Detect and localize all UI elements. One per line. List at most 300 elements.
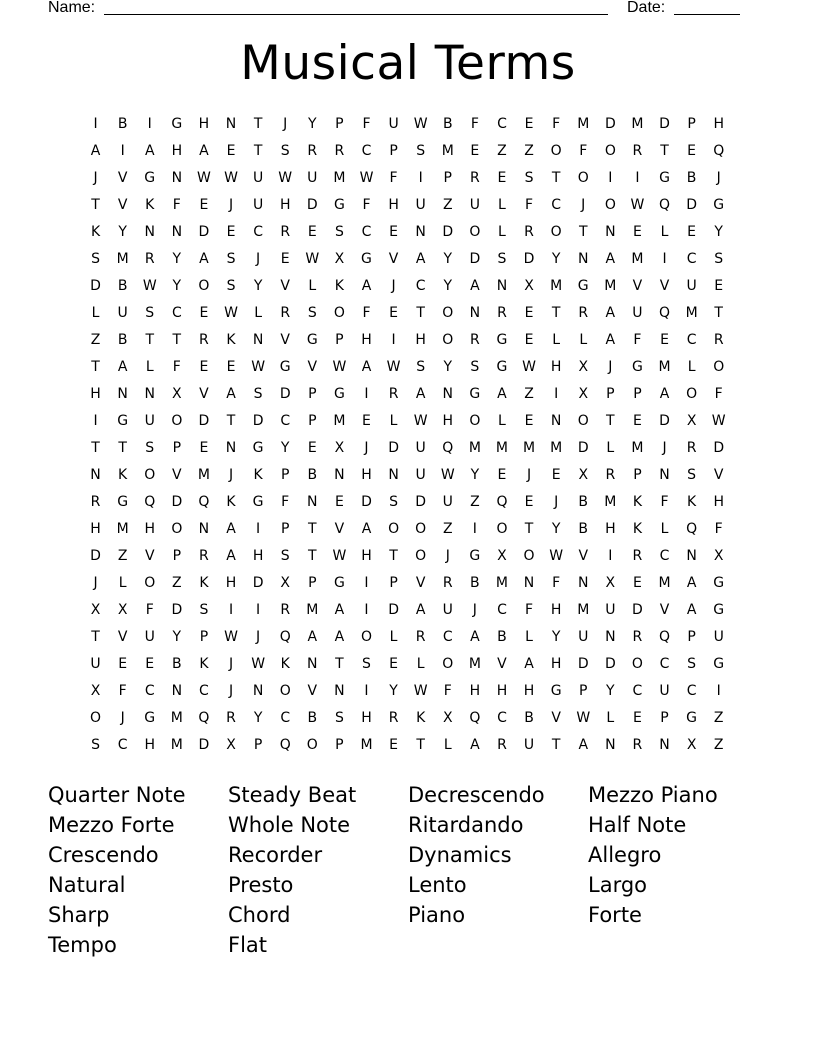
grid-letter: F [118,683,127,699]
grid-letter: Q [659,305,671,321]
grid-letter: S [389,494,399,510]
grid-letter: S [497,251,507,267]
grid-letter: Y [280,440,290,456]
grid-letter: D [686,197,697,213]
grid-letter: T [91,197,100,213]
grid-letter: Q [659,629,671,645]
grid-letter: P [172,440,182,456]
grid-letter: A [361,359,372,375]
grid-letter: P [633,467,642,483]
grid-letter: L [416,656,425,672]
grid-row [82,273,734,300]
grid-letter: C [199,683,209,699]
grid-letter: A [144,143,155,159]
grid-letter: Q [198,494,210,510]
grid-letter: P [443,170,452,186]
grid-letter: O [469,224,481,240]
grid-letter: H [550,656,562,672]
header-row [48,0,748,20]
grid-letter: O [604,197,616,213]
grid-letter: O [686,386,698,402]
grid-letter: C [497,602,507,618]
grid-letter: D [171,602,183,618]
grid-letter: D [604,116,616,132]
grid-row [82,597,734,624]
grid-letter: E [389,737,398,753]
grid-letter: M [197,467,210,483]
grid-letter: R [524,224,534,240]
grid-letter: J [228,467,234,483]
grid-letter: E [226,224,236,240]
grid-letter: M [631,251,644,267]
grid-letter: F [660,494,669,510]
grid-letter: D [523,251,535,267]
grid-letter: S [687,467,697,483]
grid-letter: O [442,305,454,321]
grid-letter: I [120,143,125,159]
grid-letter: F [172,359,181,375]
word-list-item: Natural [48,873,126,897]
word-list-item: Presto [228,873,294,897]
grid-letter: S [253,386,263,402]
grid-letter: K [90,224,101,240]
grid-letter: J [228,683,234,699]
grid-letter: W [549,548,564,564]
grid-letter: J [445,548,450,564]
grid-letter: I [608,170,613,186]
grid-letter: N [252,332,264,348]
grid-letter: N [334,683,345,699]
grid-letter: W [576,710,591,726]
grid-letter: A [199,251,209,267]
grid-letter: M [170,710,183,726]
grid-letter: K [632,494,643,510]
grid-letter: B [578,521,589,537]
word-list-item: Recorder [228,843,323,867]
grid-letter: U [605,602,616,618]
grid-letter: J [554,494,559,510]
grid-letter: P [579,683,588,699]
word-list-item: Ritardando [408,813,524,837]
grid-letter: M [116,251,129,267]
grid-letter: T [660,143,669,159]
grid-letter: Y [551,251,561,267]
grid-letter: T [253,143,263,159]
grid-letter: M [604,278,617,294]
grid-letter: G [659,170,670,186]
grid-letter: A [307,629,318,645]
grid-letter: C [280,710,291,726]
grid-letter: A [415,386,426,402]
grid-letter: G [496,332,508,348]
grid-letter: C [659,548,670,564]
grid-letter: I [228,602,234,618]
grid-letter: E [362,413,371,429]
word-list-item: Decrescendo [408,783,545,807]
grid-letter: V [307,683,318,699]
grid-letter: E [660,332,669,348]
grid-letter: U [252,170,264,186]
grid-letter: R [90,494,101,510]
grid-letter: L [660,224,669,240]
grid-letter: V [199,386,209,402]
grid-letter: G [361,251,372,267]
grid-letter: I [418,170,423,186]
grid-row [82,489,734,516]
grid-letter: E [524,494,534,510]
grid-letter: S [307,305,317,321]
grid-letter: J [256,251,261,267]
grid-letter: D [415,494,427,510]
grid-letter: O [360,629,372,645]
grid-letter: Y [389,683,398,699]
grid-letter: N [144,224,155,240]
grid-letter: D [90,278,101,294]
grid-letter: V [307,359,318,375]
grid-letter: G [631,359,643,375]
grid-letter: E [524,413,534,429]
grid-letter: T [416,737,425,753]
grid-letter: W [413,413,428,429]
grid-letter: G [686,710,698,726]
grid-letter: L [91,305,100,321]
grid-letter: S [199,602,209,618]
grid-letter: R [226,710,236,726]
grid-letter: F [281,494,290,510]
grid-letter: S [334,710,344,726]
grid-letter: A [415,602,426,618]
grid-letter: W [142,278,157,294]
grid-letter: J [716,170,721,186]
grid-letter: F [579,143,588,159]
grid-letter: R [578,305,589,321]
grid-letter: T [551,737,561,753]
grid-letter: X [578,386,589,402]
grid-letter: T [551,170,561,186]
grid-letter: D [198,224,210,240]
grid-letter: G [252,440,264,456]
grid-letter: L [579,332,588,348]
grid-letter: B [470,575,480,591]
grid-letter: S [687,656,697,672]
grid-letter: Y [172,251,182,267]
grid-letter: O [713,359,725,375]
grid-letter: F [552,116,561,132]
grid-letter: I [662,251,667,267]
grid-letter: T [91,629,100,645]
grid-letter: U [90,656,101,672]
grid-letter: Y [253,278,263,294]
grid-letter: N [605,629,616,645]
grid-letter: X [117,602,128,618]
grid-letter: S [470,359,480,375]
word-list-item: Tempo [48,933,117,957]
grid-letter: H [144,521,155,537]
grid-letter: I [364,602,369,618]
grid-letter: R [497,305,507,321]
grid-letter: C [361,143,372,159]
grid-letter: F [145,602,154,618]
grid-letter: M [604,494,617,510]
grid-letter: E [524,305,534,321]
grid-letter: R [280,602,291,618]
grid-letter: O [631,656,643,672]
grid-letter: R [469,332,480,348]
grid-letter: V [117,197,128,213]
grid-letter: S [280,143,290,159]
grid-letter: E [470,143,480,159]
grid-letter: H [713,494,724,510]
grid-letter: W [630,197,645,213]
grid-letter: R [632,629,643,645]
grid-letter: A [226,521,236,537]
grid-letter: C [686,683,697,699]
grid-letter: X [605,575,616,591]
grid-letter: C [117,737,128,753]
grid-letter: O [469,413,481,429]
grid-letter: P [633,386,642,402]
grid-letter: I [391,332,396,348]
grid-letter: V [659,602,670,618]
grid-letter: A [470,737,480,753]
grid-letter: G [333,386,345,402]
grid-letter: E [118,656,128,672]
grid-letter: K [118,467,128,483]
grid-letter: E [524,332,534,348]
grid-letter: T [118,440,127,456]
grid-letter: F [389,170,398,186]
grid-letter: B [117,116,128,132]
grid-letter: B [686,170,697,186]
grid-letter: Y [172,278,182,294]
grid-letter: H [605,521,616,537]
grid-letter: W [522,359,536,375]
grid-letter: T [91,440,100,456]
grid-letter: P [280,467,290,483]
grid-row [82,651,734,678]
grid-row [82,678,734,705]
grid-letter: X [334,440,345,456]
grid-letter: M [658,359,671,375]
grid-letter: U [632,305,643,321]
grid-letter: O [604,143,616,159]
grid-letter: D [632,602,643,618]
grid-letter: T [524,521,534,537]
grid-letter: A [90,143,101,159]
grid-letter: P [308,413,317,429]
grid-letter: K [145,197,155,213]
grid-letter: E [389,656,398,672]
grid-letter: A [334,629,345,645]
grid-letter: A [524,656,534,672]
grid-letter: R [334,143,345,159]
grid-letter: V [659,278,670,294]
grid-letter: L [552,332,561,348]
grid-letter: P [280,521,290,537]
grid-letter: Q [144,494,156,510]
grid-row [82,192,734,219]
grid-letter: A [497,386,507,402]
grid-letter: R [605,467,616,483]
grid-letter: L [308,278,317,294]
grid-letter: J [662,440,667,456]
grid-letter: A [605,332,616,348]
grid-letter: N [171,224,183,240]
grid-letter: J [526,467,532,483]
grid-letter: N [198,521,210,537]
grid-letter: S [226,278,236,294]
grid-letter: N [171,170,183,186]
grid-letter: R [280,224,291,240]
grid-letter: G [279,359,291,375]
grid-letter: K [253,467,263,483]
grid-letter: Z [524,143,534,159]
grid-letter: O [496,521,508,537]
grid-letter: D [577,656,589,672]
grid-letter: O [198,278,210,294]
word-list-item: Forte [588,903,642,927]
grid-letter: E [551,467,561,483]
grid-letter: L [498,197,506,213]
grid-letter: M [550,440,563,456]
grid-letter: O [306,737,318,753]
grid-letter: B [117,278,128,294]
grid-letter: B [117,332,128,348]
grid-letter: W [278,170,293,186]
grid-letter: V [578,548,589,564]
grid-row [82,462,734,489]
grid-letter: E [632,710,642,726]
grid-letter: R [469,170,480,186]
grid-letter: A [578,737,589,753]
grid-letter: Z [713,710,724,726]
grid-letter: O [171,521,183,537]
grid-letter: E [280,251,290,267]
grid-letter: D [198,737,210,753]
grid-letter: S [714,251,724,267]
word-list-item: Largo [588,873,648,897]
grid-letter: T [551,305,561,321]
grid-letter: A [226,548,236,564]
grid-letter: X [226,737,236,753]
grid-letter: I [93,116,98,132]
grid-letter: M [550,278,563,294]
grid-letter: J [608,359,613,375]
grid-letter: S [334,224,344,240]
grid-letter: H [361,467,372,483]
grid-letter: F [362,197,371,213]
grid-row [82,705,734,732]
grid-letter: D [361,494,372,510]
grid-letter: B [307,710,318,726]
grid-letter: M [360,737,373,753]
grid-letter: F [362,305,371,321]
grid-letter: A [361,278,372,294]
grid-letter: H [198,116,210,132]
grid-letter: U [388,116,399,132]
grid-letter: M [631,440,644,456]
grid-letter: U [144,413,155,429]
grid-letter: U [578,629,589,645]
grid-letter: Z [172,575,182,591]
grid-letter: A [470,278,480,294]
grid-letter: T [606,413,615,429]
grid-letter: E [226,359,236,375]
grid-letter: F [714,386,723,402]
grid-letter: Z [497,143,507,159]
grid-letter: T [389,548,398,564]
grid-letter: O [523,548,535,564]
grid-row [82,111,734,138]
grid-letter: T [91,359,100,375]
grid-letter: M [441,143,454,159]
grid-letter: Y [470,467,480,483]
date-blank-line [674,14,740,15]
grid-letter: P [253,737,263,753]
grid-row [82,732,734,759]
grid-letter: W [224,170,238,186]
grid-letter: R [388,710,399,726]
grid-letter: T [308,548,317,564]
grid-letter: K [199,575,209,591]
name-blank-line [104,14,608,15]
grid-letter: J [228,656,234,672]
grid-letter: E [199,305,209,321]
grid-letter: A [361,521,372,537]
grid-letter: E [632,413,642,429]
grid-letter: N [415,224,426,240]
grid-letter: E [687,224,697,240]
grid-row [82,435,734,462]
grid-letter: X [578,467,589,483]
grid-letter: G [713,197,725,213]
grid-letter: D [713,440,725,456]
word-list-item: Mezzo Forte [48,813,175,837]
grid-letter: G [117,413,129,429]
word-column [48,780,228,960]
grid-letter: N [334,467,345,483]
word-list-item: Mezzo Piano [588,783,718,807]
grid-letter: Q [279,737,291,753]
grid-letter: M [577,116,590,132]
grid-row [82,408,734,435]
grid-letter: Z [117,548,128,564]
grid-letter: A [226,386,236,402]
grid-letter: G [469,548,481,564]
grid-letter: D [171,494,183,510]
grid-letter: C [361,224,372,240]
grid-letter: P [308,575,317,591]
grid-letter: J [472,602,477,618]
grid-letter: R [280,305,291,321]
grid-letter: B [442,116,453,132]
grid-letter: E [334,494,344,510]
grid-letter: X [442,710,453,726]
grid-letter: R [388,386,399,402]
grid-letter: G [469,386,481,402]
grid-letter: T [145,332,155,348]
grid-letter: Y [443,278,453,294]
grid-letter: Z [470,494,480,510]
grid-letter: G [550,683,562,699]
grid-letter: I [635,170,640,186]
grid-letter: L [525,629,533,645]
grid-letter: S [524,170,534,186]
word-search-grid [82,111,734,759]
grid-letter: H [496,683,508,699]
grid-letter: Z [524,386,534,402]
grid-letter: K [416,710,426,726]
